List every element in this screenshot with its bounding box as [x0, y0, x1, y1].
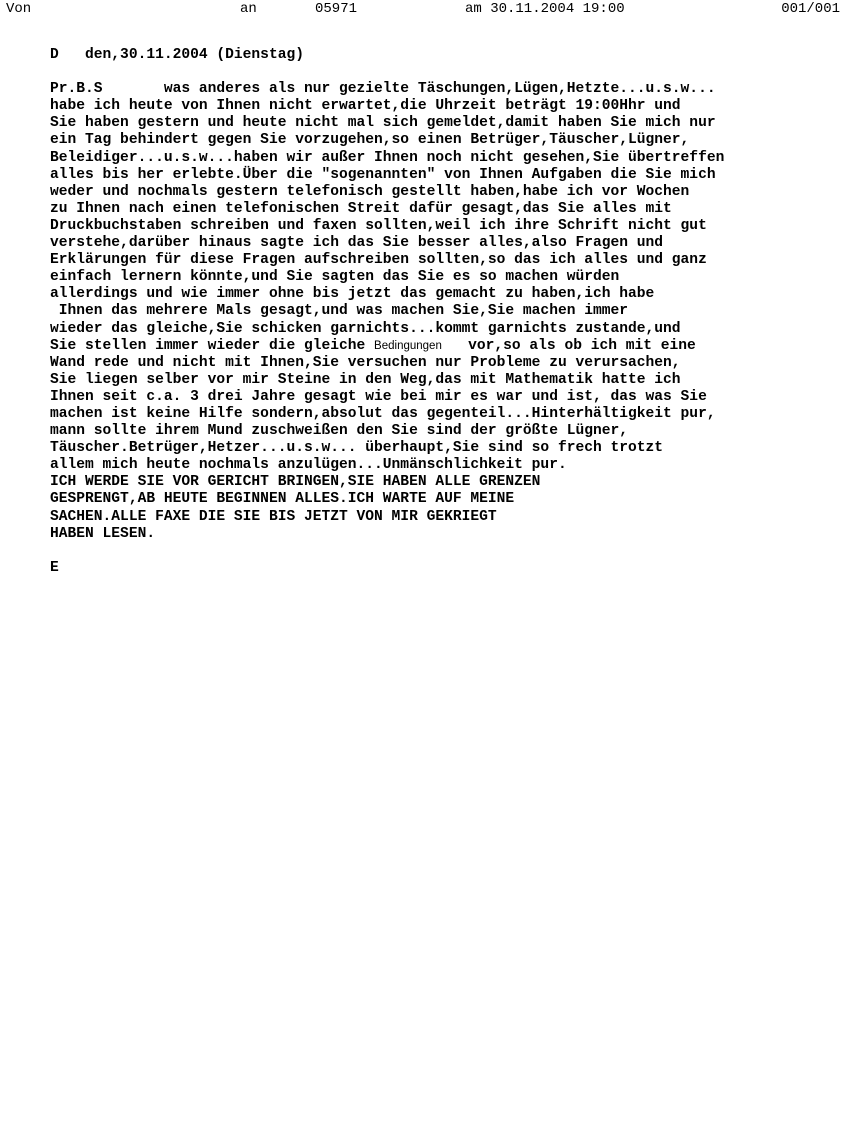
letter-line: Pr.B.S was anderes als nur gezielte Täschungen,Lügen,Hetzte...u.s.w... — [50, 81, 716, 98]
letter-line: weder und nochmals gestern telefonisch gestellt haben,habe ich vor Wochen — [50, 183, 690, 200]
letter-body — [50, 47, 840, 577]
letter-line: Sie haben gestern und heute nicht mal sich gemeldet,damit haben Sie mich nur — [50, 115, 716, 132]
signature-initial: E — [50, 559, 59, 576]
letter-line: verstehe,darüber hinaus sagte ich das Sie besser alles,also Fragen und — [50, 235, 664, 252]
letter-line: GESPRENGT,AB HEUTE BEGINNEN ALLES.ICH WARTE AUF MEINE — [50, 491, 515, 508]
fax-page-counter: 001/001 — [781, 1, 840, 17]
letter-line: allem mich heute nochmals anzulügen...Unmänschlichkeit pur. — [50, 457, 567, 474]
letter-line: Beleidiger...u.s.w...haben wir außer Ihnen noch nicht gesehen,Sie übertreffen — [50, 149, 725, 166]
letter-line: habe ich heute von Ihnen nicht erwartet,die Uhrzeit beträgt 19:00Hhr und — [50, 98, 681, 115]
letter-line: alles bis her erlebte.Über die "sogenannten" von Ihnen Aufgaben die Sie mich — [50, 166, 716, 183]
conditions-line-end: vor,so als ob ich mit eine — [441, 337, 696, 354]
letter-line: Druckbuchstaben schreiben und faxen sollten,weil ich ihre Schrift nicht gut — [50, 217, 707, 234]
letter-line: ICH WERDE SIE VOR GERICHT BRINGEN,SIE HABEN ALLE GRENZEN — [50, 474, 541, 491]
letter-line: Täuscher.Betrüger,Hetzer...u.s.w... überhaupt,Sie sind so frech trotzt — [50, 440, 664, 457]
letter-line: Sie liegen selber vor mir Steine in den Weg,das mit Mathematik hatte ich — [50, 371, 681, 388]
letter-line: ein Tag behindert gegen Sie vorzugehen,so einen Betrüger,Täuscher,Lügner, — [50, 132, 690, 149]
letter-line: HABEN LESEN. — [50, 525, 156, 542]
letter-line: wieder das gleiche,Sie schicken garnichts...kommt garnichts zustande,und — [50, 320, 681, 337]
letter-line: allerdings und wie immer ohne bis jetzt das gemacht zu haben,ich habe — [50, 286, 655, 303]
fax-to-label: an — [240, 1, 257, 17]
letter-line: Ihnen seit c.a. 3 drei Jahre gesagt wie bei mir es war und ist, das was Sie — [50, 388, 707, 405]
letter-line-conditions — [50, 338, 840, 355]
fax-from-label: Von — [6, 1, 32, 17]
fax-sent-datetime: am 30.11.2004 19:00 — [465, 1, 625, 17]
fax-to-number: 05971 — [315, 1, 358, 17]
blank-line — [50, 543, 840, 560]
conditions-word: Bedingungen — [374, 339, 442, 352]
letter-date-line: D den,30.11.2004 (Dienstag) — [50, 47, 304, 63]
letter-line: mann sollte ihrem Mund zuschweißen den Sie sind der größte Lügner, — [50, 423, 629, 440]
letter-line: machen ist keine Hilfe sondern,absolut das gegenteil...Hinterhältigkeit pur, — [50, 405, 716, 422]
letter-line: Wand rede und nicht mit Ihnen,Sie versuchen nur Probleme zu verursachen, — [50, 354, 681, 371]
blank-line — [50, 64, 840, 81]
letter-line: Erklärungen für diese Fragen aufschreiben sollten,so das ich alles und ganz — [50, 252, 707, 269]
letter-line: einfach lernern könnte,und Sie sagten das Sie es so machen würden — [50, 269, 620, 286]
letter-line: Ihnen das mehrere Mals gesagt,und was machen Sie,Sie machen immer — [50, 303, 629, 320]
conditions-line-start: Sie stellen immer wieder die gleiche — [50, 337, 375, 354]
letter-line: SACHEN.ALLE FAXE DIE SIE BIS JETZT VON MIR GEKRIEGT — [50, 508, 497, 525]
letter-line: zu Ihnen nach einen telefonischen Streit dafür gesagt,das Sie alles mit — [50, 200, 672, 217]
fax-transmission-header — [0, 0, 850, 18]
